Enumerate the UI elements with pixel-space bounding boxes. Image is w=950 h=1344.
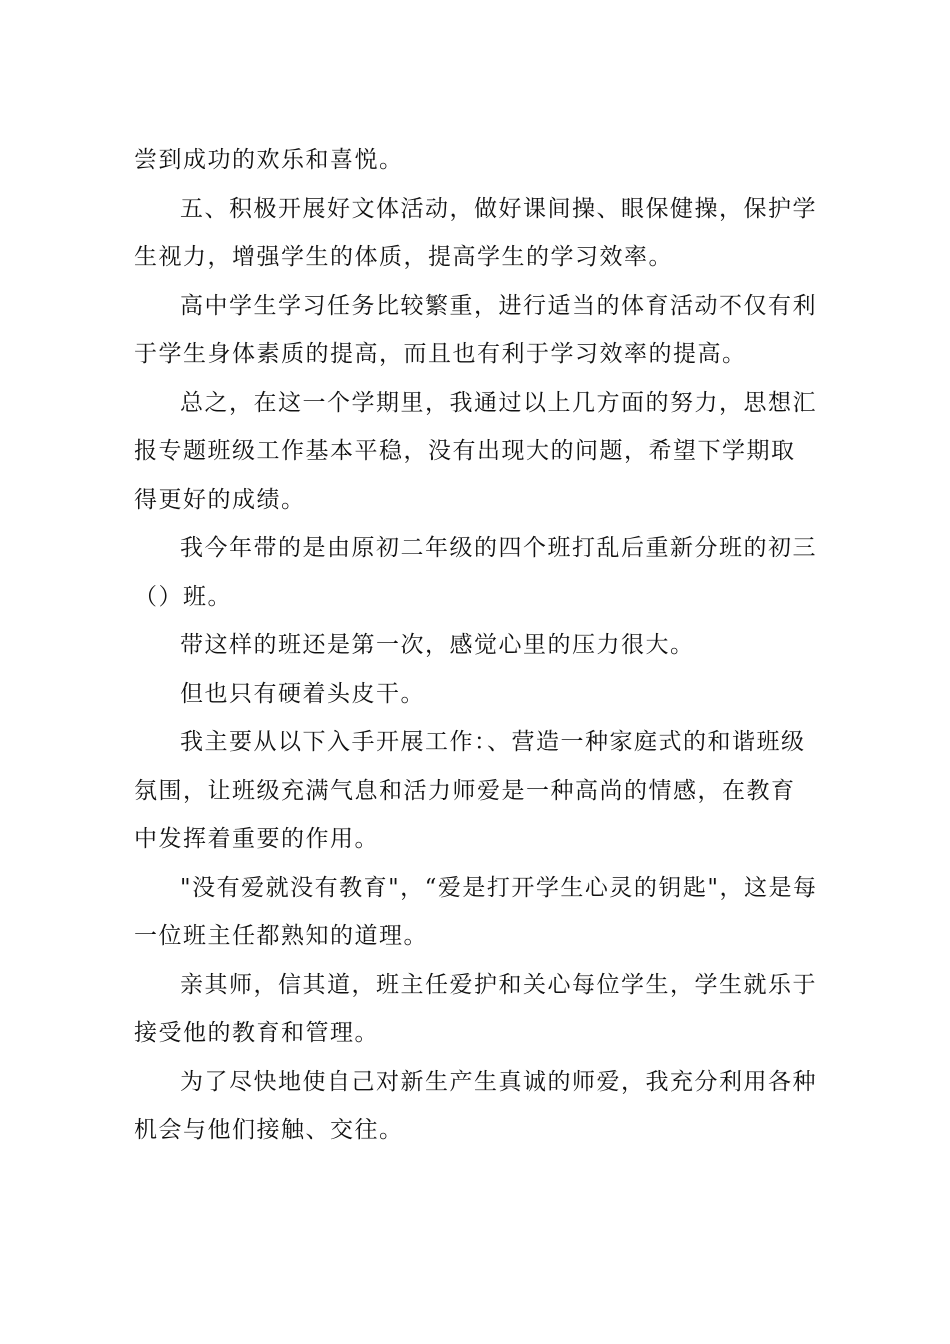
paragraph: "没有爱就没有教育"，“爱是打开学生心灵的钥匙"，这是每一位班主任都熟知的道理。 bbox=[134, 874, 818, 949]
paragraph: 带这样的班还是第一次，感觉心里的压力很大。 bbox=[180, 632, 695, 658]
paragraph: 但也只有硬着头皮干。 bbox=[180, 680, 425, 707]
paragraph: 我主要从以下入手开展工作：、营造一种家庭式的和谐班级氛围，让班级充满气息和活力师爱是一种高尚的情感，在教育中发挥着重要的作用。 bbox=[134, 729, 806, 852]
paragraph: 我今年带的是由原初二年级的四个班打乱后重新分班的初三（）班。 bbox=[134, 535, 817, 610]
paragraph: 总之，在这一个学期里，我通过以上几方面的努力，思想汇报专题班级工作基本平稳，没有出现大的问题，希望下学期取得更好的成绩。 bbox=[134, 389, 817, 513]
paragraph: 高中学生学习任务比较繁重，进行适当的体育活动不仅有利于学生身体素质的提高，而且也有利于学习效率的提高。 bbox=[134, 292, 817, 367]
paragraph: 为了尽快地使自己对新生产生真诚的师爱，我充分利用各种机会与他们接触、交往。 bbox=[134, 1068, 817, 1143]
paragraph: 亲其师，信其道，班主任爱护和关心每位学生，学生就乐于接受他的教育和管理。 bbox=[134, 971, 817, 1046]
paragraph: 尝到成功的欢乐和喜悦。 bbox=[134, 147, 404, 173]
document-body bbox=[134, 136, 818, 1155]
paragraph: 五、积极开展好文体活动，做好课间操、眼保健操，保护学生视力，增强学生的体质，提高学生的学习效率。 bbox=[134, 195, 817, 270]
